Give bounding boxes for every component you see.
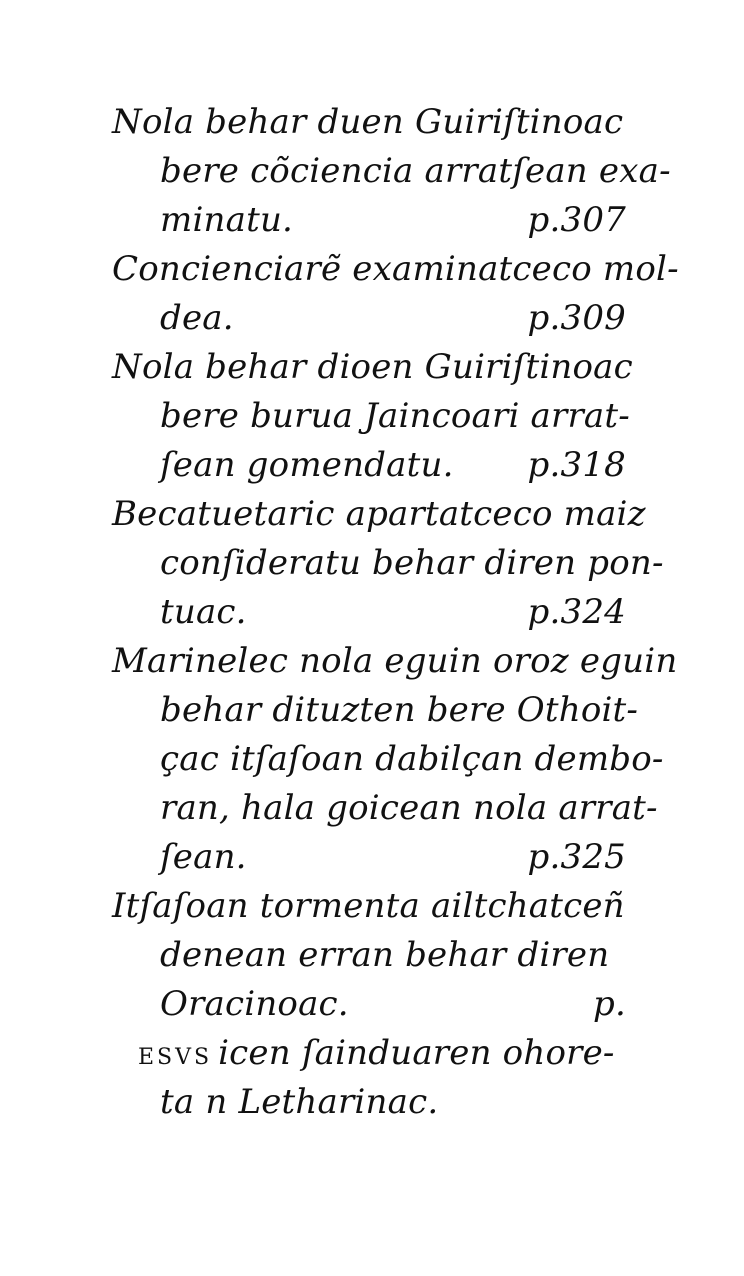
entry-text: conſideratu behar diren pon- bbox=[160, 543, 664, 583]
entry-text: Itſaſoan tormenta ailtchatceñ bbox=[112, 886, 625, 926]
page-reference: p.325 bbox=[527, 837, 626, 877]
entry-line bbox=[112, 539, 664, 588]
entry-text: Marinelec nola eguin oroz eguin bbox=[112, 641, 678, 681]
entry-text: Concienciarẽ examinatceco mol- bbox=[112, 249, 679, 289]
entry-line bbox=[112, 882, 632, 931]
entry-text: ran, hala goicean nola arrat- bbox=[160, 788, 658, 828]
page-reference: p.309 bbox=[527, 298, 626, 338]
entry-text: minatu. bbox=[160, 200, 294, 240]
entry-line bbox=[112, 588, 632, 637]
entry-text: icen ſainduaren ohore- bbox=[218, 1033, 615, 1073]
entry-text: bere burua Jaincoari arrat- bbox=[160, 396, 630, 436]
entry-line bbox=[112, 441, 632, 490]
entry-line bbox=[112, 784, 658, 833]
entry-text: ſean gomendatu. bbox=[160, 445, 454, 485]
smallcaps-word: ESVS bbox=[138, 1045, 213, 1070]
entry-line bbox=[112, 294, 632, 343]
entry-line bbox=[112, 490, 646, 539]
entry-line bbox=[112, 980, 632, 1029]
entry-line bbox=[112, 1078, 632, 1127]
page-reference: p.318 bbox=[527, 445, 626, 485]
entry-line bbox=[112, 686, 639, 735]
entry-text: behar dituzten bere Othoit- bbox=[160, 690, 639, 730]
entry-line bbox=[112, 735, 664, 784]
page-reference: p. bbox=[593, 984, 626, 1024]
index-list bbox=[112, 98, 679, 1127]
index-entry bbox=[112, 882, 632, 1029]
entry-text: ſean. bbox=[160, 837, 247, 877]
index-entry bbox=[112, 245, 679, 343]
entry-line bbox=[112, 147, 671, 196]
entry-text: bere cõciencia arratſean exa- bbox=[160, 151, 671, 191]
entry-text: Nola behar duen Guiriſtinoac bbox=[112, 102, 624, 142]
entry-line bbox=[112, 833, 632, 882]
entry-text: çac itſaſoan dabilçan dembo- bbox=[160, 739, 664, 779]
entry-line bbox=[112, 245, 679, 294]
index-entry bbox=[112, 343, 632, 490]
entry-text: denean erran behar diren bbox=[160, 935, 610, 975]
entry-text: Nola behar dioen Guiriſtinoac bbox=[112, 347, 633, 387]
entry-text: dea. bbox=[160, 298, 234, 338]
entry-text: tuac. bbox=[160, 592, 247, 632]
index-entry bbox=[112, 98, 671, 245]
entry-line bbox=[112, 931, 632, 980]
entry-text: Becatuetaric apartatceco maiz bbox=[112, 494, 646, 534]
entry-line bbox=[112, 343, 632, 392]
entry-text: ta n Letharinac. bbox=[160, 1082, 439, 1122]
index-entry bbox=[112, 490, 664, 637]
page-reference: p.324 bbox=[527, 592, 626, 632]
index-entry bbox=[112, 637, 678, 882]
entry-line bbox=[112, 196, 632, 245]
entry-text: Oracinoac. bbox=[160, 984, 349, 1024]
entry-line bbox=[112, 1029, 632, 1078]
entry-line bbox=[112, 637, 678, 686]
index-entry bbox=[112, 1029, 632, 1127]
page-reference: p.307 bbox=[527, 200, 626, 240]
entry-line bbox=[112, 98, 632, 147]
entry-line bbox=[112, 392, 632, 441]
